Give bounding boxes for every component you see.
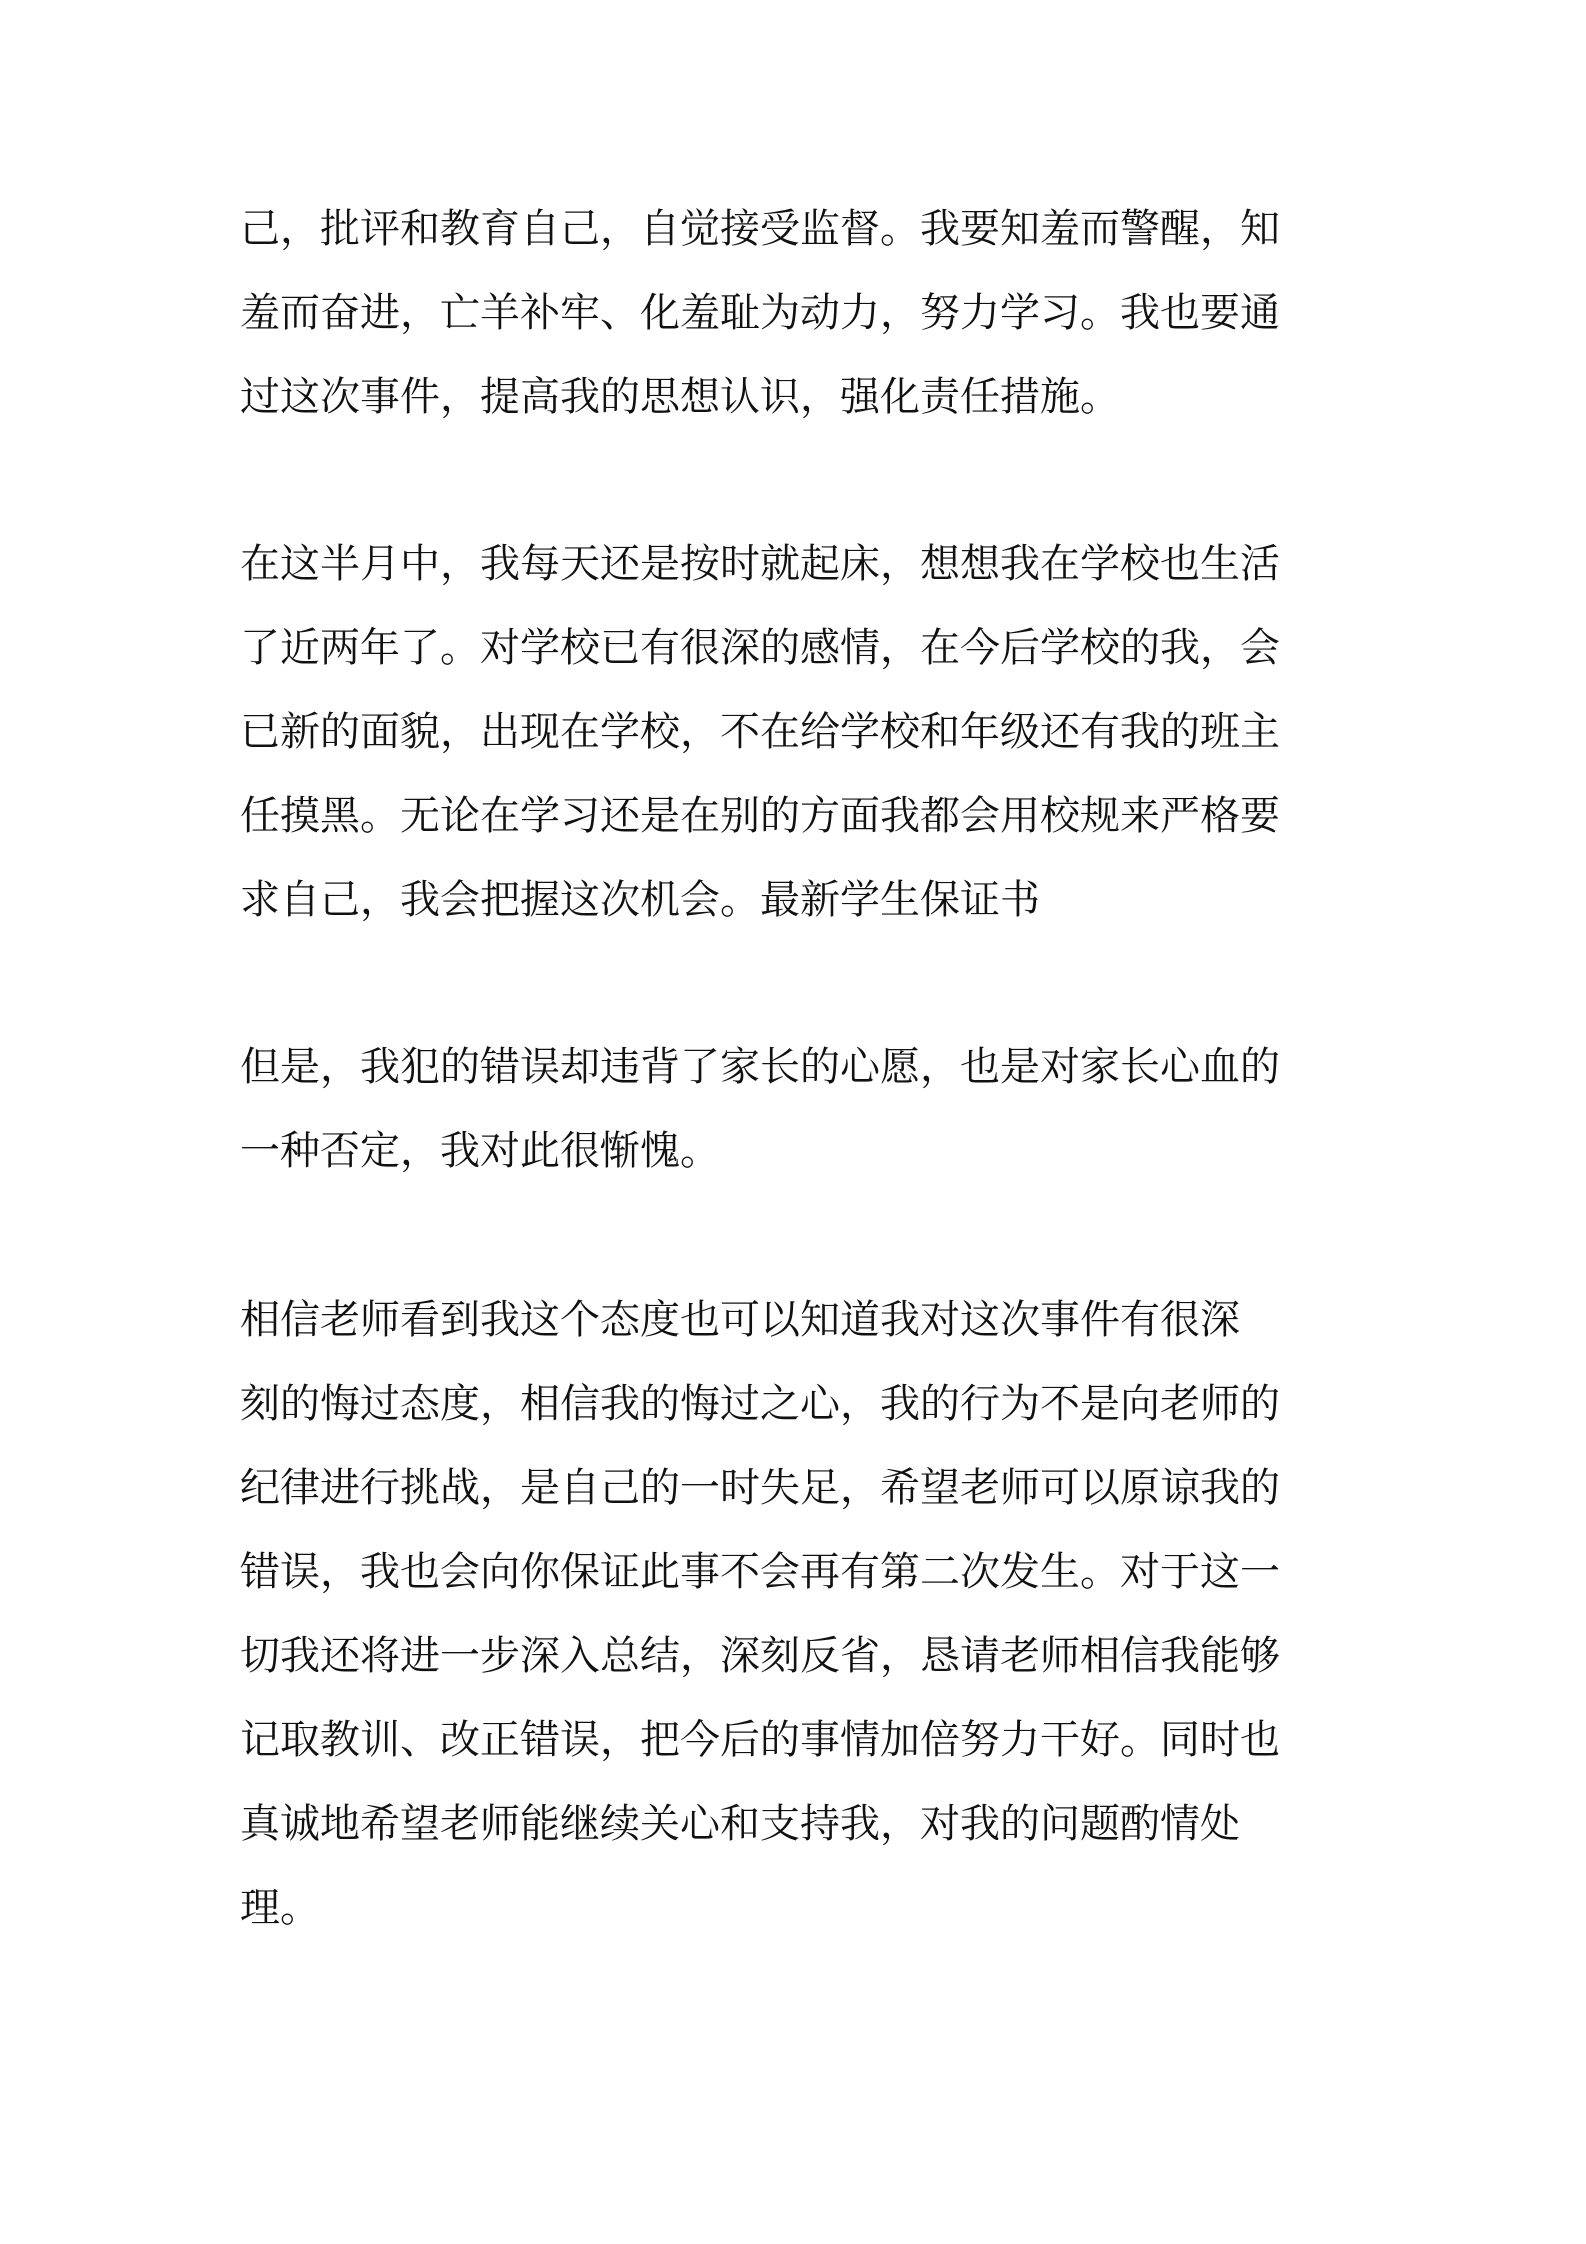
text-line: 真诚地希望老师能继续关心和支持我，对我的问题酌情处 <box>240 1801 1240 1847</box>
text-line: 一种否定，我对此很惭愧。 <box>240 1128 720 1174</box>
text-line: 记取教训、改正错误，把今后的事情加倍努力干好。同时也 <box>240 1717 1280 1763</box>
paragraph-1 <box>240 187 1280 439</box>
text-line: 任摸黑。无论在学习还是在别的方面我都会用校规来严格要 <box>240 793 1280 839</box>
text-line: 已新的面貌，出现在学校，不在给学校和年级还有我的班主 <box>240 709 1280 755</box>
text-line: 羞而奋进，亡羊补牢、化羞耻为动力，努力学习。我也要通 <box>240 290 1280 336</box>
paragraph-2 <box>240 522 1280 942</box>
text-line: 但是，我犯的错误却违背了家长的心愿，也是对家长心血的 <box>240 1044 1280 1090</box>
text-line: 纪律进行挑战，是自己的一时失足，希望老师可以原谅我的 <box>240 1465 1280 1511</box>
paragraph-3 <box>240 1025 1280 1193</box>
text-line: 错误，我也会向你保证此事不会再有第二次发生。对于这一 <box>240 1549 1280 1595</box>
text-line: 了近两年了。对学校已有很深的感情，在今后学校的我，会 <box>240 625 1280 671</box>
text-line: 求自己，我会把握这次机会。最新学生保证书 <box>240 877 1040 923</box>
text-line: 刻的悔过态度，相信我的悔过之心，我的行为不是向老师的 <box>240 1381 1280 1427</box>
text-line: 切我还将进一步深入总结，深刻反省，恳请老师相信我能够 <box>240 1633 1280 1679</box>
text-line: 相信老师看到我这个态度也可以知道我对这次事件有很深 <box>240 1297 1240 1343</box>
text-line: 过这次事件，提高我的思想认识，强化责任措施。 <box>240 374 1120 420</box>
text-line: 在这半月中，我每天还是按时就起床，想想我在学校也生活 <box>240 541 1280 587</box>
text-line: 己，批评和教育自己，自觉接受监督。我要知羞而警醒，知 <box>240 206 1280 252</box>
paragraph-4 <box>240 1278 1280 1950</box>
text-line: 理。 <box>240 1885 320 1931</box>
